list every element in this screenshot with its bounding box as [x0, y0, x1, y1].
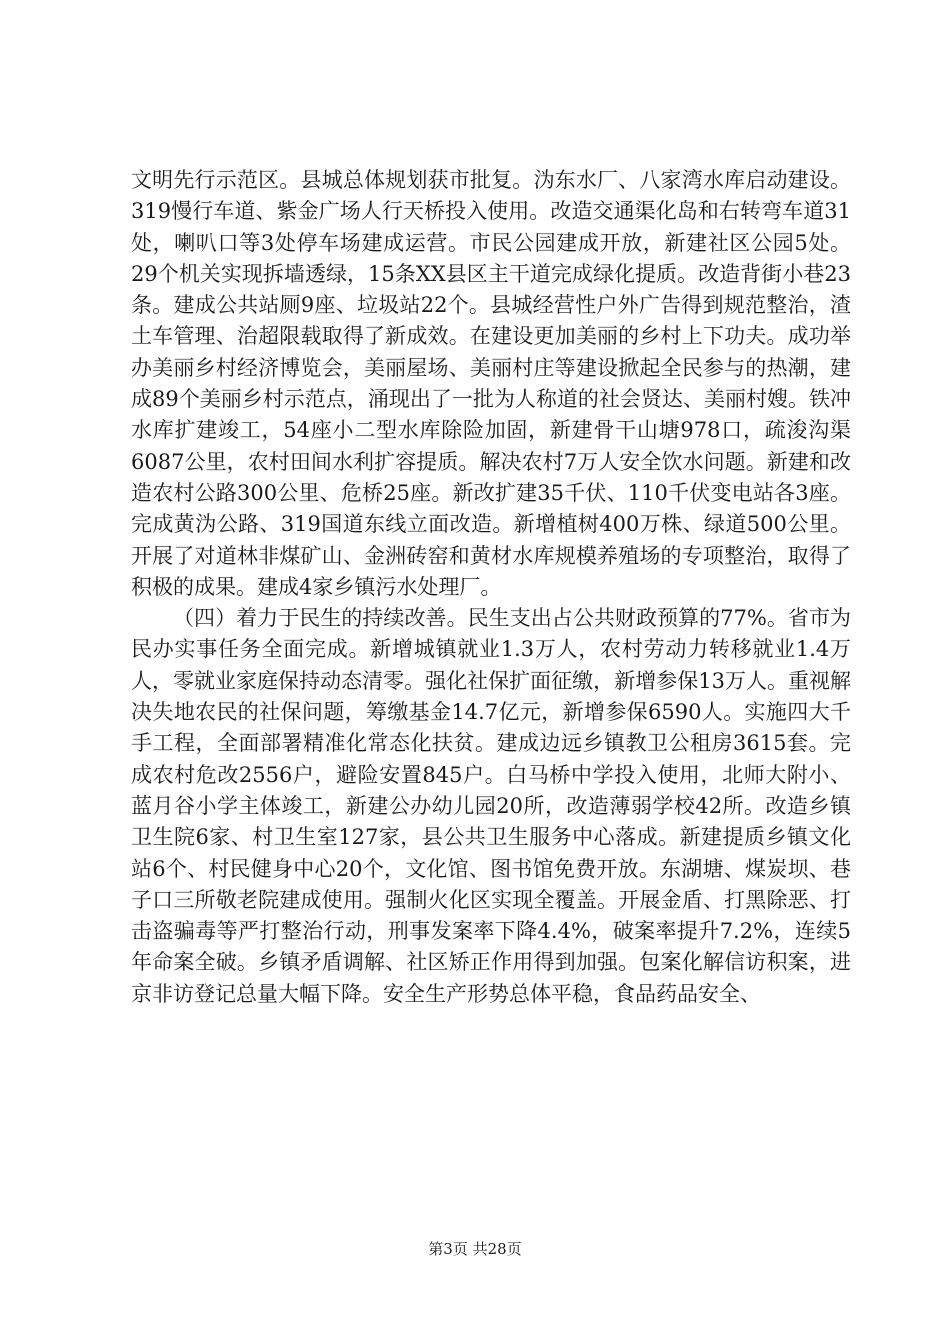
body-text	[131, 165, 851, 1010]
paragraph-continuation: 文明先行示范区。县城总体规划获市批复。沩东水厂、八家湾水库启动建设。319慢行车道、紫金广场人行天桥投入使用。改造交通渠化岛和右转弯车道31处，喇叭口等3处停车场建成运营。市民公园建成开放，新建社区公园5处。29个机关实现拆墙透绿，15条XX县区主干道完成绿化提质。改造背街小巷23条。建成公共站厕9座、垃圾站22个。县城经营性户外广告得到规范整治，渣土车管理、治超限载取得了新成效。在建设更加美丽的乡村上下功夫。成功举办美丽乡村经济博览会，美丽屋场、美丽村庄等建设掀起全民参与的热潮，建成89个美丽乡村示范点，涌现出了一批为人称道的社会贤达、美丽村嫂。铁冲水库扩建竣工，54座小二型水库除险加固，新建骨干山塘978口，疏浚沟渠6087公里，农村田间水利扩容提质。解决农村7万人安全饮水问题。新建和改造农村公路300公里、危桥25座。新改扩建35千伏、110千伏变电站各3座。完成黄沩公路、319国道东线立面改造。新增植树400万株、绿道500公里。开展了对道林非煤矿山、金洲砖窑和黄材水库规模养殖场的专项整治，取得了积极的成果。建成4家乡镇污水处理厂。	[131, 168, 852, 599]
paragraph-section-four: （四）着力于民生的持续改善。民生支出占公共财政预算的77%。省市为民办实事任务全面完成。新增城镇就业1.3万人，农村劳动力转移就业1.4万人，零就业家庭保持动态清零。强化社保扩面征缴，新增参保13万人。重视解决失地农民的社保问题，筹缴基金14.7亿元，新增参保6590人。实施四大千手工程，全面部署精准化常态化扶贫。建成边远乡镇教卫公租房3615套。完成农村危改2556户，避险安置845户。白马桥中学投入使用，北师大附小、蓝月谷小学主体竣工，新建公办幼儿园20所，改造薄弱学校42所。改造乡镇卫生院6家、村卫生室127家，县公共卫生服务中心落成。新建提质乡镇文化站6个、村民健身中心20个，文化馆、图书馆免费开放。东湖塘、煤炭坝、巷子口三所敬老院建成使用。强制火化区实现全覆盖。开展金盾、打黑除恶、打击盗骗毒等严打整治行动，刑事发案率下降4.4%，破案率提升7.2%，连续5年命案全破。乡镇矛盾调解、社区矫正作用得到加强。包案化解信访积案，进京非访登记总量大幅下降。安全生产形势总体平稳，食品药品安全、	[131, 606, 851, 1006]
page-footer	[0, 1238, 950, 1259]
page-number: 第3页 共28页	[428, 1240, 522, 1258]
